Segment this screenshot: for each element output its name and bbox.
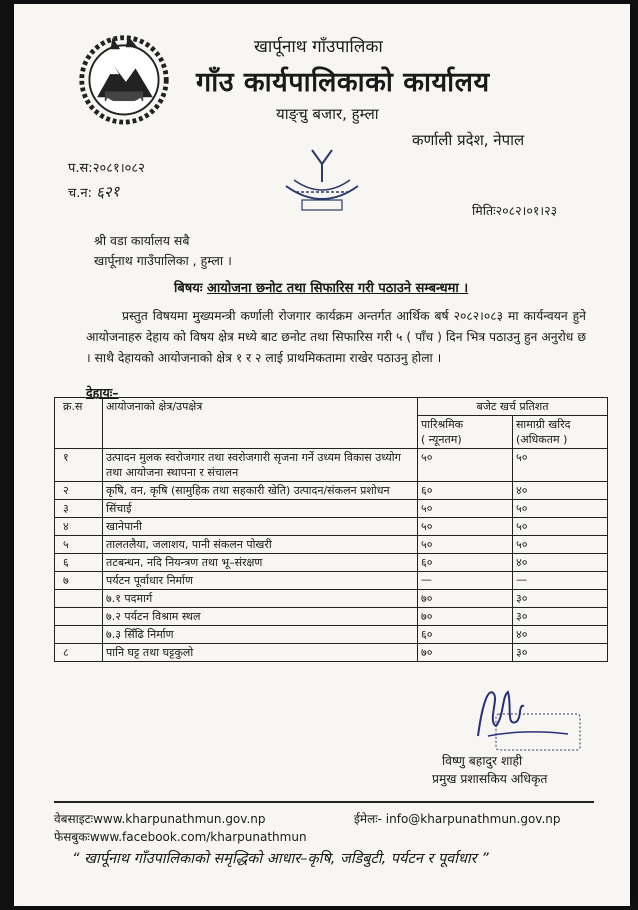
row-sn: ७: [55, 572, 103, 590]
office-stamp-seal: [276, 140, 368, 216]
header-sector: आयोजनाको क्षेत्र/उपक्षेत्र: [103, 398, 418, 449]
letter-page: [14, 4, 630, 906]
table-row: [55, 572, 608, 590]
row-material: ४०: [513, 626, 608, 644]
row-sector: ७.१ पदमार्ग: [103, 590, 418, 608]
letter-date: मितिः२०८२।०१।२३: [472, 203, 558, 218]
row-material: ५०: [513, 518, 608, 536]
row-wage: ५०: [418, 536, 513, 554]
row-wage: ६०: [418, 482, 513, 500]
row-wage: ७०: [418, 608, 513, 626]
row-sector: कृषि, वन, कृषि (सामुहिक तथा सहकारी खेति) उत्पादन/संकलन प्रशोधन: [103, 482, 418, 500]
nepal-emblem-logo: [76, 30, 172, 126]
row-material: ३०: [513, 590, 608, 608]
row-wage: ६०: [418, 626, 513, 644]
row-sector: पानि घट्ट तथा घट्टकुलो: [103, 644, 418, 662]
dispatch-number: च.न: ६२१: [68, 182, 121, 202]
row-wage: ५०: [418, 500, 513, 518]
row-wage: —: [418, 572, 513, 590]
row-material: ५०: [513, 536, 608, 554]
row-sn: २: [55, 482, 103, 500]
row-material: ५०: [513, 449, 608, 482]
signatory-title: प्रमुख प्रशासकिय अधिकृत: [432, 772, 548, 786]
table-row: [55, 590, 608, 608]
table-row: [55, 536, 608, 554]
row-sector: ७.२ पर्यटन विश्राम स्थल: [103, 608, 418, 626]
recipient-line-2: खार्पूनाथ गाउँपालिका , हुम्ला ।: [94, 253, 232, 268]
row-sn: [55, 608, 103, 626]
row-material: ३०: [513, 644, 608, 662]
table-row: [55, 449, 608, 482]
municipality-name: खार्पूनाथ गाँउपालिका: [254, 37, 383, 57]
office-address: याङ्चु बजार, हुम्ला: [276, 105, 379, 123]
table-title: देहायः–: [86, 385, 119, 400]
signatory-name: विष्णु बहादुर शाही: [442, 754, 523, 768]
footer-facebook[interactable]: फेसबुकःwww.facebook.com/kharpunathmun: [54, 830, 307, 844]
row-material: —: [513, 572, 608, 590]
table-row: [55, 500, 608, 518]
row-material: ५०: [513, 500, 608, 518]
row-sector: ७.३ सिँढि निर्माण: [103, 626, 418, 644]
row-wage: ५०: [418, 518, 513, 536]
row-sn: ५: [55, 536, 103, 554]
header-material: सामाग्री खरिद (अधिकतम ): [513, 416, 608, 449]
province-name: कर्णाली प्रदेश, नेपाल: [412, 131, 525, 149]
footer-divider: [54, 801, 594, 803]
row-wage: ६०: [418, 554, 513, 572]
row-material: ४०: [513, 554, 608, 572]
table-row: [55, 626, 608, 644]
row-sector: तालतलैया, जलाशय, पानी संकलन पोखरी: [103, 536, 418, 554]
table-row: [55, 482, 608, 500]
row-sector: सिंचाई: [103, 500, 418, 518]
row-sector: उत्पादन मुलक स्वरोजगार तथा स्वरोजगारी सृजना गर्ने उध्यम विकास उध्योग तथा आयोजना स्थापना र संचालन: [103, 449, 418, 482]
header-budget: बजेट खर्च प्रतिशत: [418, 398, 608, 416]
header-wage: पारिश्रमिक ( न्यूनतम): [418, 416, 513, 449]
row-sn: ४: [55, 518, 103, 536]
table-row: [55, 554, 608, 572]
row-sn: [55, 590, 103, 608]
footer-slogan: “ खार्पूनाथ गाँउपालिकाको समृद्धिको आधार–कृषि, जडिबुटी, पर्यटन र पूर्वाधार ”: [72, 851, 489, 867]
table-row: [55, 518, 608, 536]
recipient-line-1: श्री वडा कार्यालय सबै: [94, 233, 190, 248]
row-sn: ८: [55, 644, 103, 662]
letter-subject: बिषयः आयोजना छनोट तथा सिफारिस गरी पठाउने सम्बन्धमा ।: [174, 281, 469, 296]
row-sector: पर्यटन पूर्वाधार निर्माण: [103, 572, 418, 590]
row-sector: तटबन्धन, नदि नियन्त्रण तथा भू–संरक्षण: [103, 554, 418, 572]
office-name: गाँउ कार्यपालिकाको कार्यालय: [196, 67, 490, 98]
row-wage: ५०: [418, 449, 513, 482]
footer-email[interactable]: ईमेलः- info@kharpunathmun.gov.np: [354, 812, 561, 826]
table-header-row: [55, 398, 608, 416]
row-sn: ६: [55, 554, 103, 572]
row-material: ३०: [513, 608, 608, 626]
row-wage: ७०: [418, 644, 513, 662]
row-wage: ७०: [418, 590, 513, 608]
table-row: [55, 608, 608, 626]
row-sn: ३: [55, 500, 103, 518]
letter-reference-number: प.स:२०८१।०८२: [68, 161, 145, 176]
letter-body: प्रस्तुत विषयमा मुख्यमन्त्री कर्णाली रोजगार कार्यक्रम अन्तर्गत आर्थिक बर्ष २०८२।०८३ मा कार्यन्वयन हुने आयोजनाहरु देहाय को विषय क्षेत्र मध्ये बाट छनोट तथा सिफारिस गरी ५ ( पाँच ) दिन भित्र पठाउनु हुन अनुरोध छ । साथै देहायको आयोजनाको क्षेत्र १ र २ लाई प्राथमिकतामा राखेर पठाउनु होला ।: [86, 309, 586, 365]
row-sn: [55, 626, 103, 644]
table-row: [55, 644, 608, 662]
row-sector: खानेपानी: [103, 518, 418, 536]
footer-website[interactable]: वेबसाइटःwww.kharpunathmun.gov.np: [54, 812, 266, 826]
header-sn: क्र.स: [55, 398, 103, 449]
sector-budget-table: [54, 397, 608, 662]
row-material: ४०: [513, 482, 608, 500]
signature-stamp: [458, 676, 588, 756]
row-sn: १: [55, 449, 103, 482]
